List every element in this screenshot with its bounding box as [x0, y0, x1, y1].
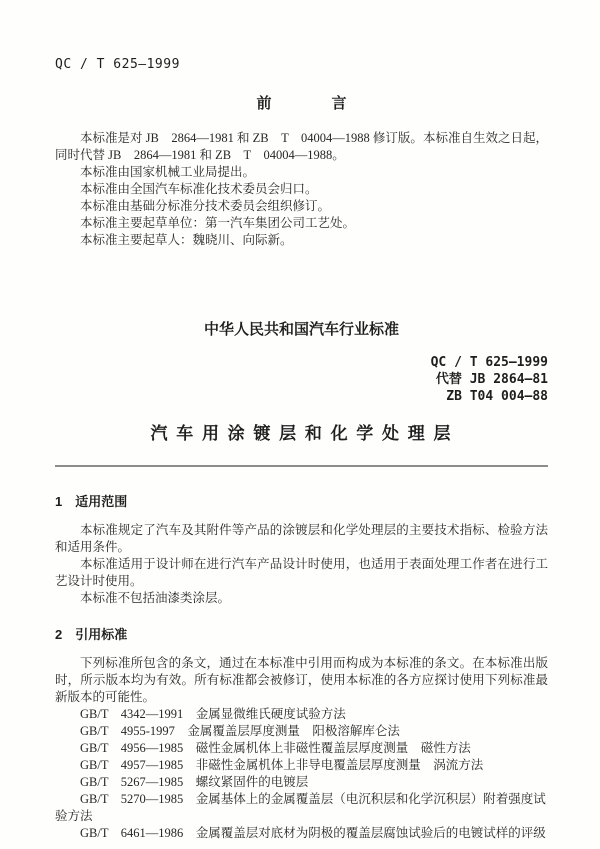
page-header-standard-code: QC / T 625—1999 [55, 57, 180, 72]
referenced-standard-item: GB/T 6461—1986 金属覆盖层对底材为阴极的覆盖层腐蚀试验后的电镀试样的评级 [80, 826, 546, 840]
section-1-body [55, 522, 548, 607]
referenced-standard-item: GB/T 4957—1985 非磁性金属机体上非导电覆盖层厚度测量 涡流方法 [80, 758, 484, 772]
foreword-paragraph: 本标准主要起草单位：第一汽车集团公司工艺处。 [80, 216, 356, 230]
section-1-paragraph: 本标准适用于设计师在进行汽车产品设计时使用，也适用于表面处理工作者在进行工艺设计时使用。 [55, 557, 548, 588]
title-divider-rule [55, 465, 548, 467]
foreword-heading: 前 言 [256, 95, 347, 112]
section-2-paragraph: 下列标准所包含的条文，通过在本标准中引用而构成为本标准的条文。在本标准出版时，所示版本均为有效。所有标准都会被修订，使用本标准的各方应探讨使用下列标准最新版本的可能性。 [55, 656, 548, 704]
foreword-paragraph: 本标准由基础分标准分技术委员会组织修订。 [80, 199, 331, 213]
referenced-standard-item: GB/T 4342—1991 金属显微维氏硬度试验方法 [80, 707, 346, 721]
referenced-standard-item: GB/T 5267—1985 螺纹紧固件的电镀层 [80, 775, 309, 789]
national-standard-org-title: 中华人民共和国汽车行业标准 [203, 321, 399, 338]
section-2-body [55, 655, 548, 842]
section-1-paragraph: 本标准不包括油漆类涂层。 [80, 591, 231, 605]
foreword-paragraph: 本标准主要起草人：魏晓川、向际新。 [80, 233, 293, 247]
referenced-standard-item: GB/T 5270—1985 金属基体上的金属覆盖层（电沉积层和化学沉积层）附着强度试验方法 [55, 792, 546, 823]
foreword-paragraph: 本标准是对 JB 2864—1981 和 ZB T 04004—1988 修订版。本标准自生效之日起，同时代替 JB 2864—1981 和 ZB T 04004—1988。 [55, 131, 548, 162]
foreword-body [55, 130, 548, 249]
section-1-paragraph: 本标准规定了汽车及其附件等产品的涂镀层和化学处理层的主要技术指标、检验方法和适用条件。 [55, 523, 548, 554]
section-1-heading: 1 适用范围 [55, 494, 128, 509]
replaced-standard-line: ZB T04 004—88 [446, 389, 548, 404]
replaced-standard-line: 代替 JB 2864—81 [435, 372, 548, 387]
referenced-standard-item: GB/T 4956—1985 磁性金属机体上非磁性覆盖层厚度测量 磁性方法 [80, 741, 471, 755]
foreword-paragraph: 本标准由国家机械工业局提出。 [80, 165, 256, 179]
standard-code-line: QC / T 625—1999 [430, 355, 548, 370]
foreword-paragraph: 本标准由全国汽车标准化技术委员会归口。 [80, 182, 318, 196]
referenced-standard-item: GB/T 4955-1997 金属覆盖层厚度测量 阳极溶解库仑法 [80, 724, 400, 738]
document-title: 汽 车 用 涂 镀 层 和 化 学 处 理 层 [150, 424, 453, 443]
section-2-heading: 2 引用标准 [55, 627, 128, 642]
standard-code-block [55, 354, 548, 405]
